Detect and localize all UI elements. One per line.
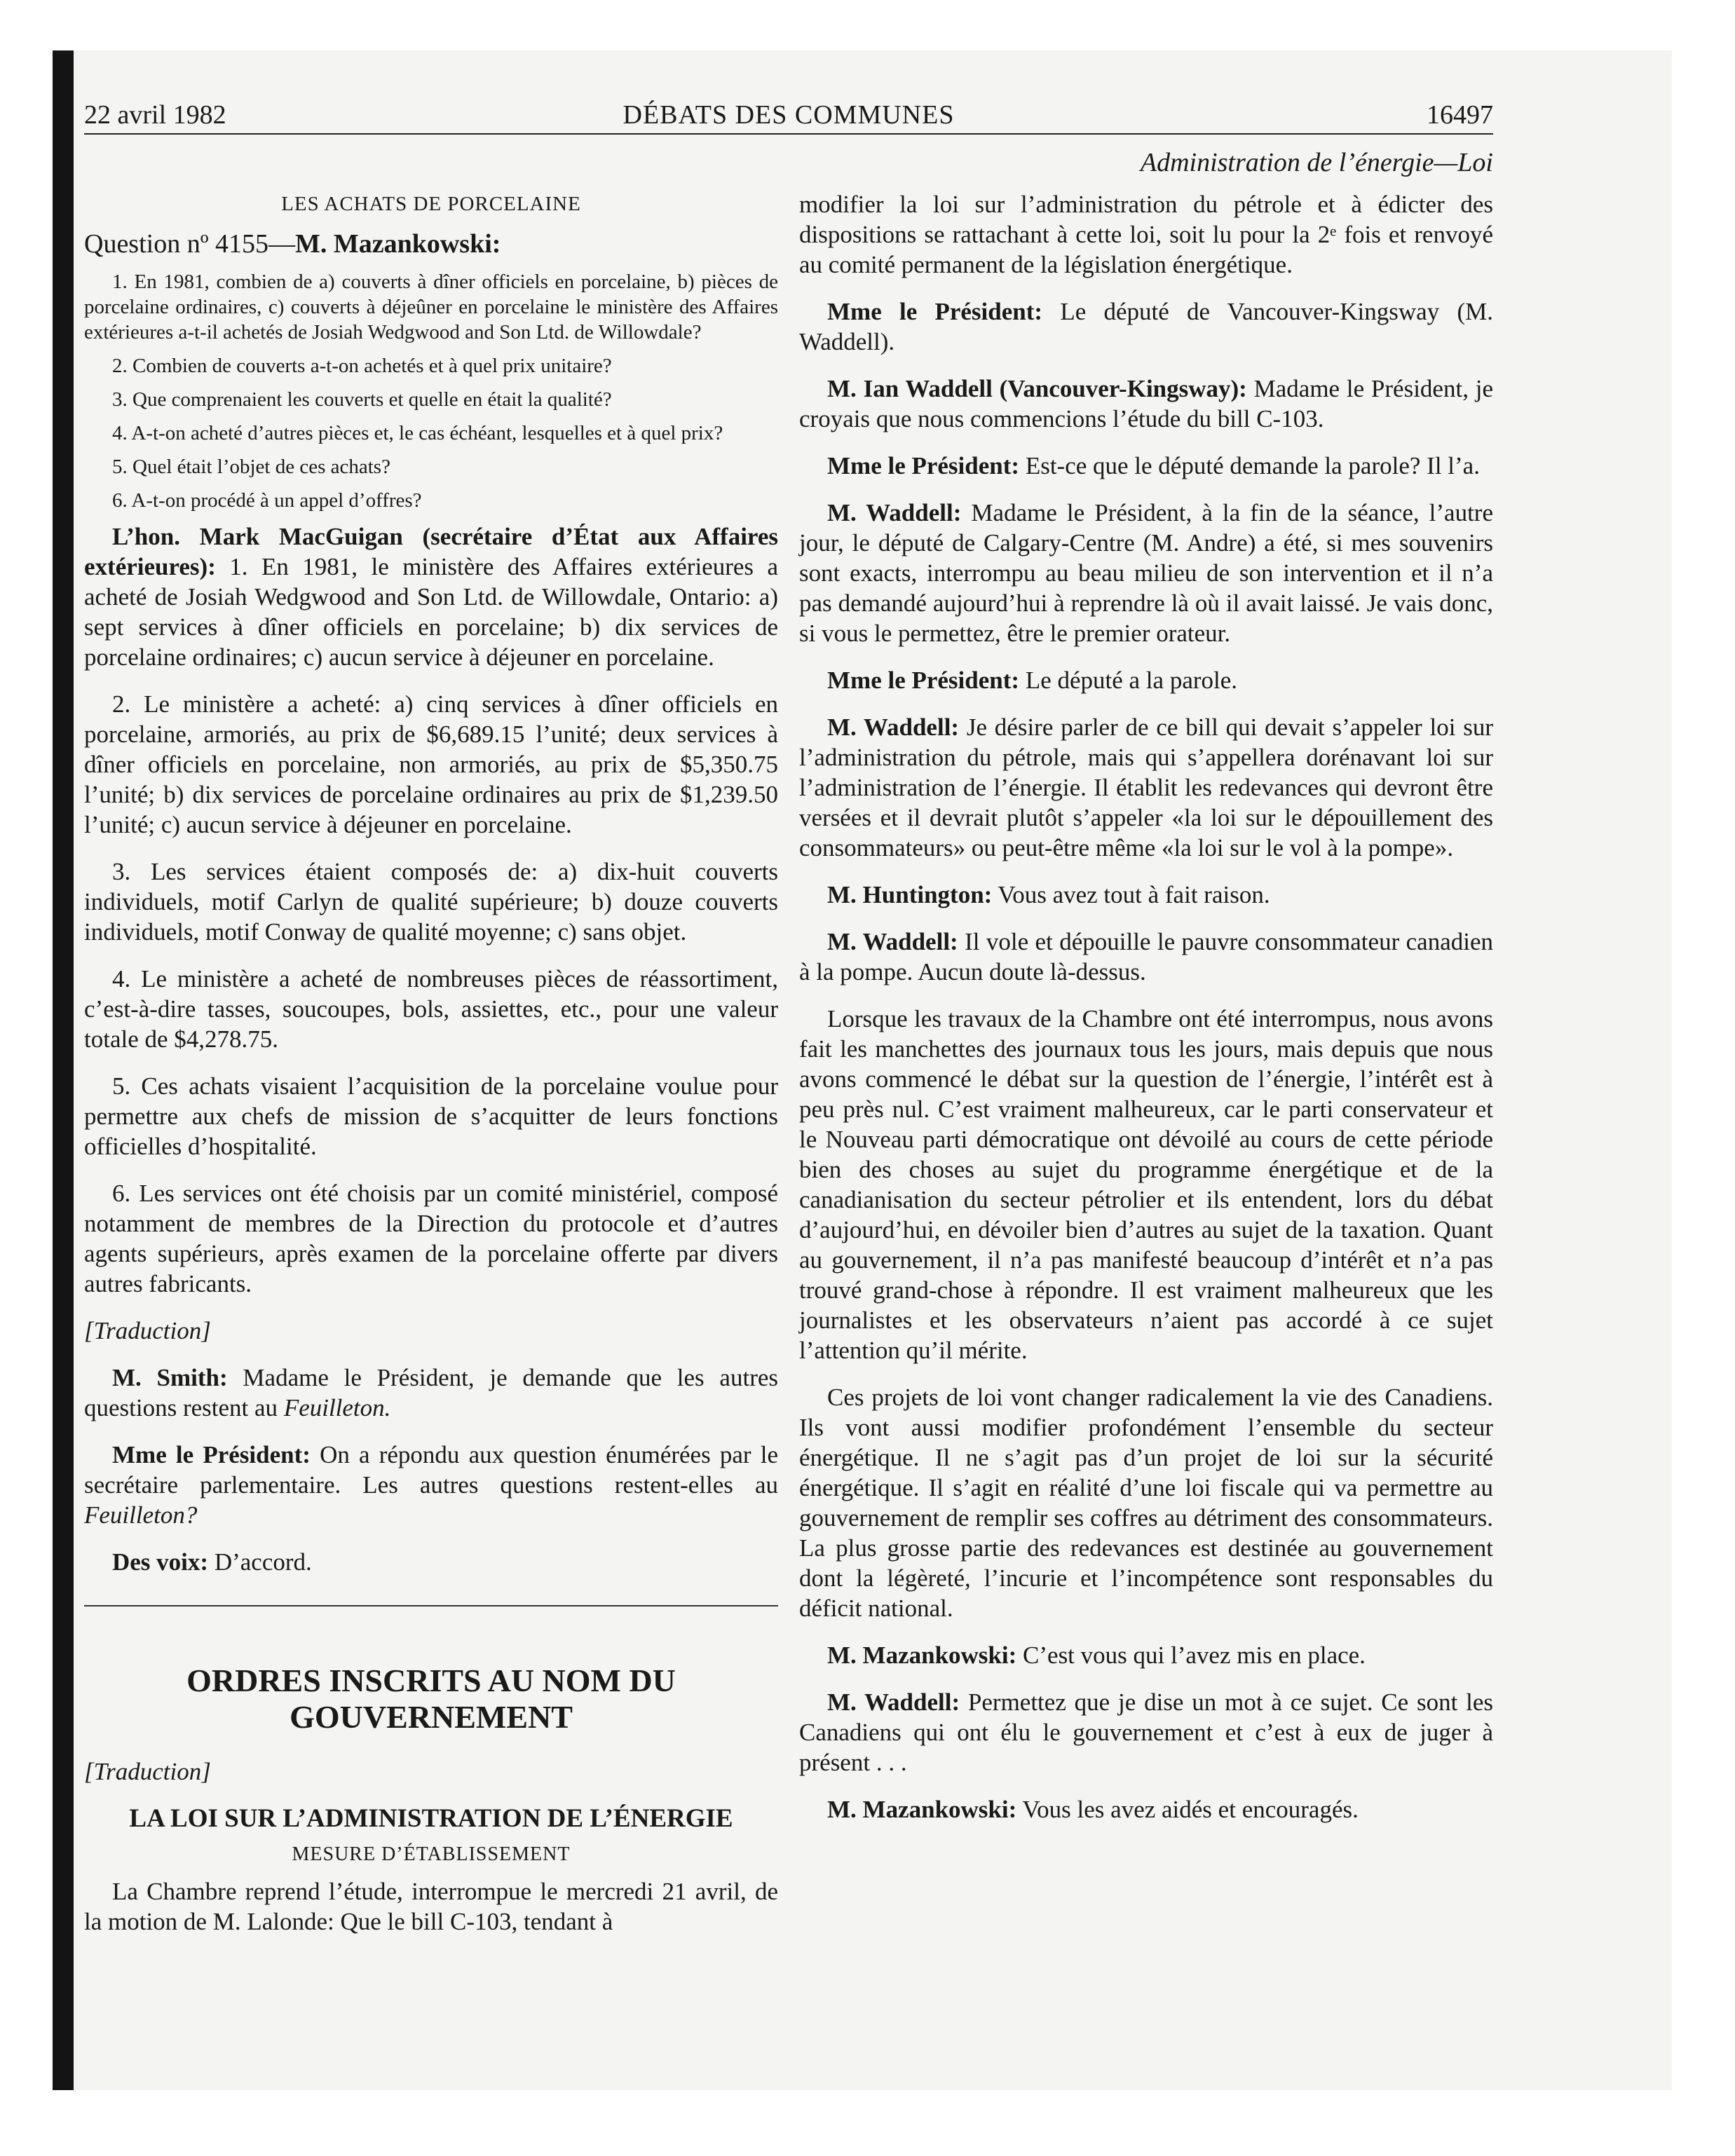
answer-item: 2. Le ministère a acheté: a) cinq services à dîner officiels en porcelaine, armoriés, au prix de $6,689.15 l’unité; deux services à dîner officiels en porcelaine, non armoriés, au prix de $5,350.75 l’unité; b) dix services de porcelaine ordinaires au prix de $1,239.50 l’unité; c) aucun service à déjeuner en porcelaine.	[84, 690, 778, 838]
speech-italic: Feuilleton?	[84, 1501, 198, 1529]
speech-text: Madame le Président, à la fin de la séance, l’autre jour, le député de Calgary-Centre (M. Andre) a été, si mes souvenirs sont exacts, interrompu au beau milieu de son intervention et il n’a pas demandé aujourd’hui à reprendre là où il avait laissé. Je vais donc, si vous le permettez, être le premier orateur.	[799, 499, 1493, 647]
section-divider	[84, 1605, 778, 1606]
traduction-note: [Traduction]	[84, 1758, 211, 1785]
question-asker: M. Mazankowski:	[295, 229, 501, 259]
answer-item: 6. Les services ont été choisis par un comité ministériel, composé notamment de membres de la Direction du protocole et d’autres agents supérieurs, après examen de la porcelaine offerte par divers autres fabricants.	[84, 1180, 778, 1297]
question-item: 1. En 1981, combien de a) couverts à dîner officiels en porcelaine, b) pièces de porcelaine ordinaires, c) couverts à déjeûner en porcelaine le ministère des Affaires extérieures a-t-il achetés de Josiah Wedgwood and Son Ltd. de Willowdale?	[84, 271, 778, 343]
speech-text: On a répondu aux question énumérées par le secrétaire parlementaire. Les autres questions restent-elles au	[84, 1441, 778, 1499]
answer-item: 4. Le ministère a acheté de nombreuses pièces de réassortiment, c’est-à-dire tasses, soucoupes, bols, assiettes, etc., pour une valeur totale de $4,278.75.	[84, 965, 778, 1053]
scan-left-edge	[53, 50, 74, 2090]
speech-text: Madame le Président, je demande que les autres questions restent au	[84, 1364, 779, 1421]
answer-paragraph	[84, 521, 778, 672]
speech-text: Ces projets de loi vont changer radicalement la vie des Canadiens. Ils vont aussi modifier profondément l’ensemble du secteur énergétique. Il ne s’agit pas d’un projet de loi sur la sécurité énergétique. Il s’agit en réalité d’une loi fiscale qui va permettre au gouvernement de remplir ses coffres au détriment des consommateurs. La plus grosse partie des redevances est destinée au gouvernement dont la légèreté, l’incurie et l’incompétence sont responsables du déficit national.	[799, 1384, 1493, 1622]
speech-text: Le député de Vancouver-Kingsway (M. Waddell).	[799, 298, 1493, 355]
speech-text: Vous avez tout à fait raison.	[992, 881, 1270, 908]
speech-text: Madame le Président, je croyais que nous commencions l’étude du bill C-103.	[799, 375, 1493, 432]
answer-speaker: L’hon. Mark MacGuigan (secrétaire d’État aux Affaires extérieures):	[84, 523, 778, 580]
debate-paragraph	[799, 880, 1493, 910]
running-title: Administration de l’énergie—Loi	[1140, 148, 1493, 177]
right-column	[799, 189, 1493, 1841]
answer-text: 1. En 1981, le ministère des Affaires extérieures a acheté de Josiah Wedgwood and Son Ltd. de Willowdale, Ontario: a) sept services à dîner officiels en porcelaine; b) dix services de porcelaine ordinaires; c) aucun service à déjeuner en porcelaine.	[84, 553, 778, 671]
speaker-name: Mme le Président:	[827, 667, 1020, 694]
speaker-name: M. Huntington:	[827, 881, 993, 908]
debate-paragraph	[799, 1794, 1493, 1824]
speaker-name: M. Smith:	[112, 1364, 228, 1391]
debate-paragraph	[799, 1640, 1493, 1670]
voix-paragraph	[84, 1547, 778, 1577]
debate-paragraph	[799, 665, 1493, 695]
bill-title: LA LOI SUR L’ADMINISTRATION DE L’ÉNERGIE	[129, 1804, 733, 1833]
speaker-name: Mme le Président:	[827, 452, 1020, 479]
debate-paragraph	[799, 451, 1493, 481]
bill-subtitle: MESURE D’ÉTABLISSEMENT	[292, 1843, 571, 1865]
speech-italic: Feuilleton.	[283, 1394, 391, 1421]
bill-intro: La Chambre reprend l’étude, interrompue le mercredi 21 avril, de la motion de M. Lalonde: Que le bill C-103, tendant à	[84, 1878, 778, 1935]
header-journal-title: DÉBATS DES COMMUNES	[622, 100, 955, 130]
debate-paragraph	[799, 1687, 1493, 1778]
speech-text: C’est vous qui l’avez mis en place.	[1016, 1642, 1366, 1669]
scan-top-margin	[0, 0, 1735, 50]
speaker-name: M. Waddell:	[827, 928, 958, 955]
speech-text: Permettez que je dise un mot à ce sujet. Ce sont les Canadiens qui ont élu le gouvernement et c’est à eux de juger à présent . . .	[799, 1688, 1493, 1776]
speaker-name: M. Waddell:	[827, 1688, 960, 1716]
speaker-name: M. Ian Waddell (Vancouver-Kingsway):	[827, 375, 1247, 402]
header-page-number: 16497	[1427, 100, 1493, 130]
speech-text: D’accord.	[208, 1548, 312, 1576]
speech-text: Il vole et dépouille le pauvre consommateur canadien à la pompe. Aucun doute là-dessus.	[799, 928, 1493, 985]
header-date: 22 avril 1982	[84, 100, 226, 130]
question-item: 3. Que comprenaient les couverts et quelle en était la qualité?	[112, 388, 612, 411]
page-header	[84, 98, 1493, 135]
speech-text: Lorsque les travaux de la Chambre ont été interrompus, nous avons fait les manchettes des journaux tous les jours, mais depuis que nous avons commencé le débat sur la question de l’énergie, l’intérêt est à peu près nul. C’est vraiment malheureux, car le parti conservateur et le Nouveau parti démocratique ont dévoilé au cours de cette période bien des choses au sujet du programme énergétique et de la canadianisation du secteur pétrolier et ils entendent, lors du débat d’aujourd’hui, en dévoiler bien d’autres au sujet de la taxation. Quant au gouvernement, il n’a pas manifesté beaucoup d’intérêt et n’a pas trouvé grand-chose à répondre. Il est vraiment malheureux que les journalistes et les observateurs n’aient pas accordé à ce sujet l’attention qu’il mérite.	[799, 1005, 1493, 1364]
speaker-name: Mme le Président:	[112, 1441, 311, 1468]
question-line	[84, 229, 778, 259]
debate-paragraph	[799, 927, 1493, 987]
speaker-name: Mme le Président:	[827, 298, 1043, 325]
left-column	[84, 189, 778, 1953]
debate-paragraph	[799, 498, 1493, 648]
speaker-name: M. Waddell:	[827, 499, 962, 526]
answer-item: 3. Les services étaient composés de: a) dix-huit couverts individuels, motif Carlyn de qualité supérieure; b) douze couverts individuels, motif Conway de qualité moyenne; c) sans objet.	[84, 858, 778, 946]
question-item: 6. A-t-on procédé à un appel d’offres?	[112, 489, 422, 512]
debate-paragraph	[799, 712, 1493, 863]
speaker-name: M. Mazankowski:	[827, 1796, 1017, 1823]
smith-paragraph	[84, 1363, 778, 1423]
section-heading: LES ACHATS DE PORCELAINE	[281, 193, 581, 215]
speaker-name: Des voix:	[112, 1548, 209, 1576]
debate-paragraph	[799, 189, 1493, 280]
debate-paragraph	[799, 1004, 1493, 1365]
orders-title: ORDRES INSCRITS AU NOM DU GOUVERNEMENT	[186, 1663, 676, 1735]
question-item: 5. Quel était l’objet de ces achats?	[112, 456, 390, 478]
speech-text: modifier la loi sur l’administration du pétrole et à édicter des dispositions se rattachant à cette loi, soit lu pour la 2ᵉ fois et renvoyé au comité permanent de la législation énergétique.	[799, 191, 1493, 278]
debate-paragraph	[799, 296, 1493, 357]
answer-item: 5. Ces achats visaient l’acquisition de la porcelaine voulue pour permettre aux chefs de mission de s’acquitter de leurs fonctions officielles d’hospitalité.	[84, 1072, 778, 1160]
speech-text: Le député a la parole.	[1019, 667, 1238, 694]
speech-text: Je désire parler de ce bill qui devait s’appeler loi sur l’administration du pétrole, mais qui s’appellera dorénavant loi sur l’administration de l’énergie. Il établit les redevances qui devront être versées et il devrait plutôt s’appeler «la loi sur le dépouillement des consommateurs» ou peut-être même «la loi sur le vol à la pompe».	[799, 714, 1493, 861]
speech-text: Vous les avez aidés et encouragés.	[1016, 1796, 1359, 1823]
president-paragraph	[84, 1440, 778, 1530]
traduction-note: [Traduction]	[84, 1317, 211, 1344]
question-item: 2. Combien de couverts a-t-on achetés et à quel prix unitaire?	[112, 355, 612, 377]
speaker-name: M. Waddell:	[827, 714, 960, 741]
question-label: Question nº 4155—	[84, 229, 295, 259]
debate-paragraph	[799, 374, 1493, 434]
speaker-name: M. Mazankowski:	[827, 1642, 1017, 1669]
question-item: 4. A-t-on acheté d’autres pièces et, le cas échéant, lesquelles et à quel prix?	[112, 422, 723, 444]
debate-paragraph	[799, 1382, 1493, 1623]
speech-text: Est-ce que le député demande la parole? Il l’a.	[1019, 452, 1480, 479]
